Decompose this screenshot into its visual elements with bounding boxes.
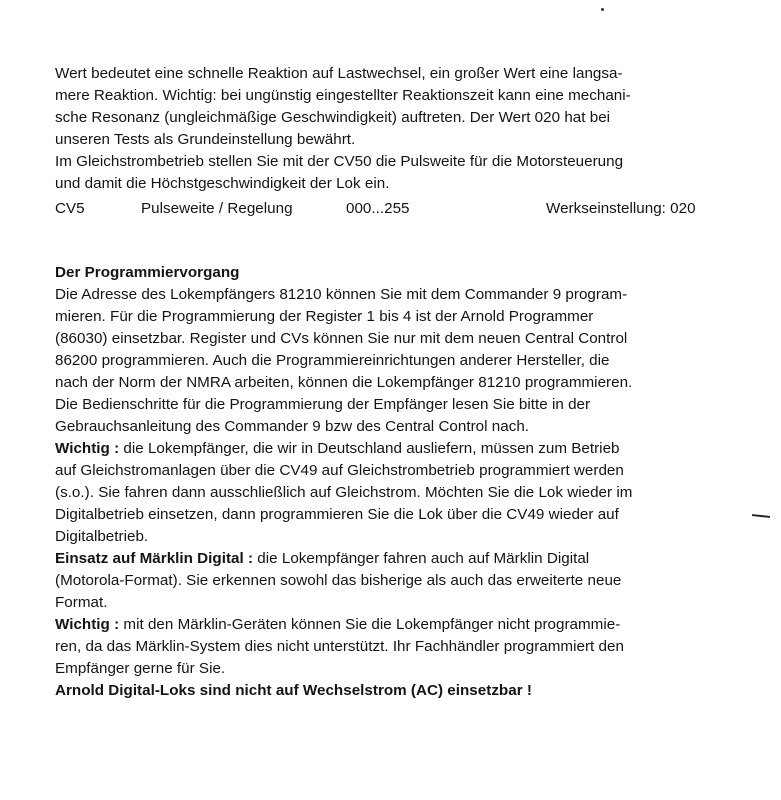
text-line: Digitalbetrieb einsetzen, dann programmieren Sie die Lok über die CV49 wieder auf xyxy=(55,506,619,523)
section-heading: Der Programmiervorgang xyxy=(55,264,240,281)
text-line: Format. xyxy=(55,594,108,611)
text-line xyxy=(55,438,620,460)
maerklin-label: Einsatz auf Märklin Digital : xyxy=(55,550,254,567)
text-span: die Lokempfänger fahren auch auf Märklin Digital xyxy=(253,550,590,567)
text-line: (86030) einsetzbar. Register und CVs können Sie nur mit dem neuen Central Control xyxy=(55,330,628,347)
text-line: (Motorola-Format). Sie erkennen sowohl das bisherige als auch das erweiterte neue xyxy=(55,572,622,589)
text-line: Die Adresse des Lokempfängers 81210 können Sie mit dem Commander 9 program- xyxy=(55,286,628,303)
text-line: 86200 programmieren. Auch die Programmiereinrichtungen anderer Hersteller, die xyxy=(55,352,610,369)
scan-speck xyxy=(601,8,604,11)
wichtig-label: Wichtig : xyxy=(55,440,120,457)
text-span: die Lokempfänger, die wir in Deutschland ausliefern, müssen zum Betrieb xyxy=(119,440,620,457)
cv-row xyxy=(55,198,755,220)
text-line: sche Resonanz (ungleichmäßige Geschwindigkeit) auftreten. Der Wert 020 hat bei xyxy=(55,109,611,126)
text-line xyxy=(55,548,589,570)
text-line: nach der Norm der NMRA arbeiten, können die Lokempfänger 81210 programmieren. xyxy=(55,374,633,391)
final-notice: Arnold Digital-Loks sind nicht auf Wechselstrom (AC) einsetzbar ! xyxy=(55,682,532,699)
text-line: und damit die Höchstgeschwindigkeit der Lok ein. xyxy=(55,175,390,192)
text-line: Digitalbetrieb. xyxy=(55,528,149,545)
cv-default: Werkseinstellung: 020 xyxy=(546,200,696,217)
cv-number: CV5 xyxy=(55,200,85,217)
text-line: Gebrauchsanleitung des Commander 9 bzw des Central Control nach. xyxy=(55,418,530,435)
text-line: ren, da das Märklin-System dies nicht unterstützt. Ihr Fachhändler programmiert den xyxy=(55,638,624,655)
text-line: auf Gleichstromanlagen über die CV49 auf Gleichstrombetrieb programmiert werden xyxy=(55,462,624,479)
text-line: Im Gleichstrombetrieb stellen Sie mit der CV50 die Pulsweite für die Motorsteuerung xyxy=(55,153,624,170)
text-line: mieren. Für die Programmierung der Register 1 bis 4 ist der Arnold Programmer xyxy=(55,308,594,325)
cv-range: 000...255 xyxy=(346,200,410,217)
text-line: unseren Tests als Grundeinstellung bewährt. xyxy=(55,131,356,148)
wichtig-label: Wichtig : xyxy=(55,616,120,633)
text-line xyxy=(55,614,620,636)
scan-mark xyxy=(752,514,770,518)
text-line: (s.o.). Sie fahren dann ausschließlich auf Gleichstrom. Möchten Sie die Lok wieder im xyxy=(55,484,633,501)
text-line: Empfänger gerne für Sie. xyxy=(55,660,226,677)
text-span: mit den Märklin-Geräten können Sie die Lokempfänger nicht programmie- xyxy=(119,616,621,633)
text-line: Wert bedeutet eine schnelle Reaktion auf Lastwechsel, ein großer Wert eine langsa- xyxy=(55,65,623,82)
text-line: mere Reaktion. Wichtig: bei ungünstig eingestellter Reaktionszeit kann eine mechani- xyxy=(55,87,631,104)
text-line: Die Bedienschritte für die Programmierung der Empfänger lesen Sie bitte in der xyxy=(55,396,591,413)
cv-name: Pulseweite / Regelung xyxy=(141,200,293,217)
